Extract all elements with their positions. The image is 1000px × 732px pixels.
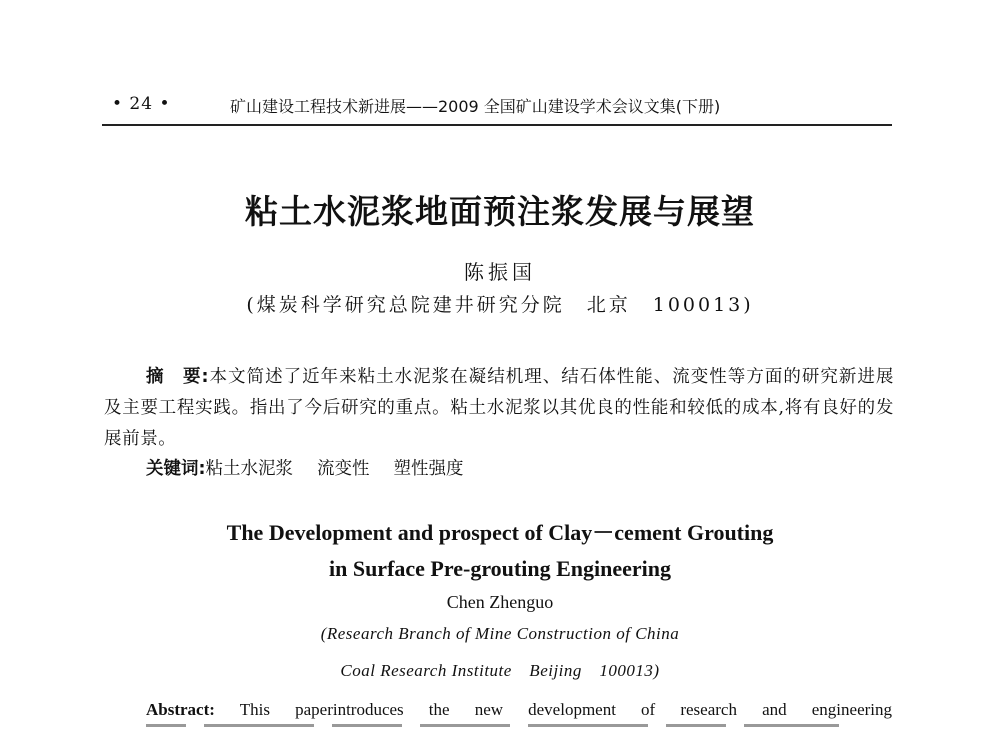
english-affiliation-line2: Coal Research Institute Beijing 100013): [340, 661, 660, 680]
abstract-text: 本文简述了近年来粘土水泥浆在凝结机理、结石体性能、流变性等方面的研究新进展及主要工程实践。指出了今后研究的重点。粘土水泥浆以其优良的性能和较低的成本,将有良好的发展前景。: [104, 367, 894, 449]
running-title: 矿山建设工程技术新进展——2009 全国矿山建设学术会议文集(下册): [230, 97, 721, 116]
running-header: [104, 92, 892, 122]
header-rule: [102, 124, 892, 126]
keyword-item: 流变性: [317, 459, 370, 479]
english-title-line1: The Development and prospect of Clay－cement Grouting: [226, 520, 774, 545]
english-author: Chen Zhenguo: [446, 592, 554, 612]
abstract-en-label: Abstract: [146, 700, 210, 719]
keyword-item: 塑性强度: [393, 459, 464, 479]
abstract-en-text: This paperintroduces the new development of research and engineering: [239, 700, 892, 719]
abstract-chinese: 摘 要:本文简述了近年来粘土水泥浆在凝结机理、结石体性能、流变性等方面的研究新进展及主要工程实践。指出了今后研究的重点。粘土水泥浆以其优良的性能和较低的成本,将有良好的发展前景。: [104, 367, 894, 449]
page-number: • 24 •: [112, 94, 171, 114]
keywords-chinese: 关键词:粘土水泥浆 流变性 塑性强度: [146, 459, 464, 479]
abstract-english-cutoff-line: [146, 724, 892, 732]
paper-title: 粘土水泥浆地面预注浆发展与展望: [245, 192, 755, 231]
author-affiliation: (煤炭科学研究总院建井研究分院 北京 100013): [246, 294, 754, 316]
keyword-item: 粘土水泥浆: [205, 459, 293, 479]
abstract-label: 摘 要: [146, 367, 202, 387]
english-title-line2: in Surface Pre-grouting Engineering: [328, 556, 671, 581]
abstract-english: Abstract: This paperintroduces the new development of research and engineering: [146, 700, 892, 719]
author-name: 陈振国: [464, 260, 536, 284]
english-affiliation-line1: (Research Branch of Mine Construction of China: [320, 624, 680, 643]
keywords-label: 关键词: [146, 459, 199, 479]
